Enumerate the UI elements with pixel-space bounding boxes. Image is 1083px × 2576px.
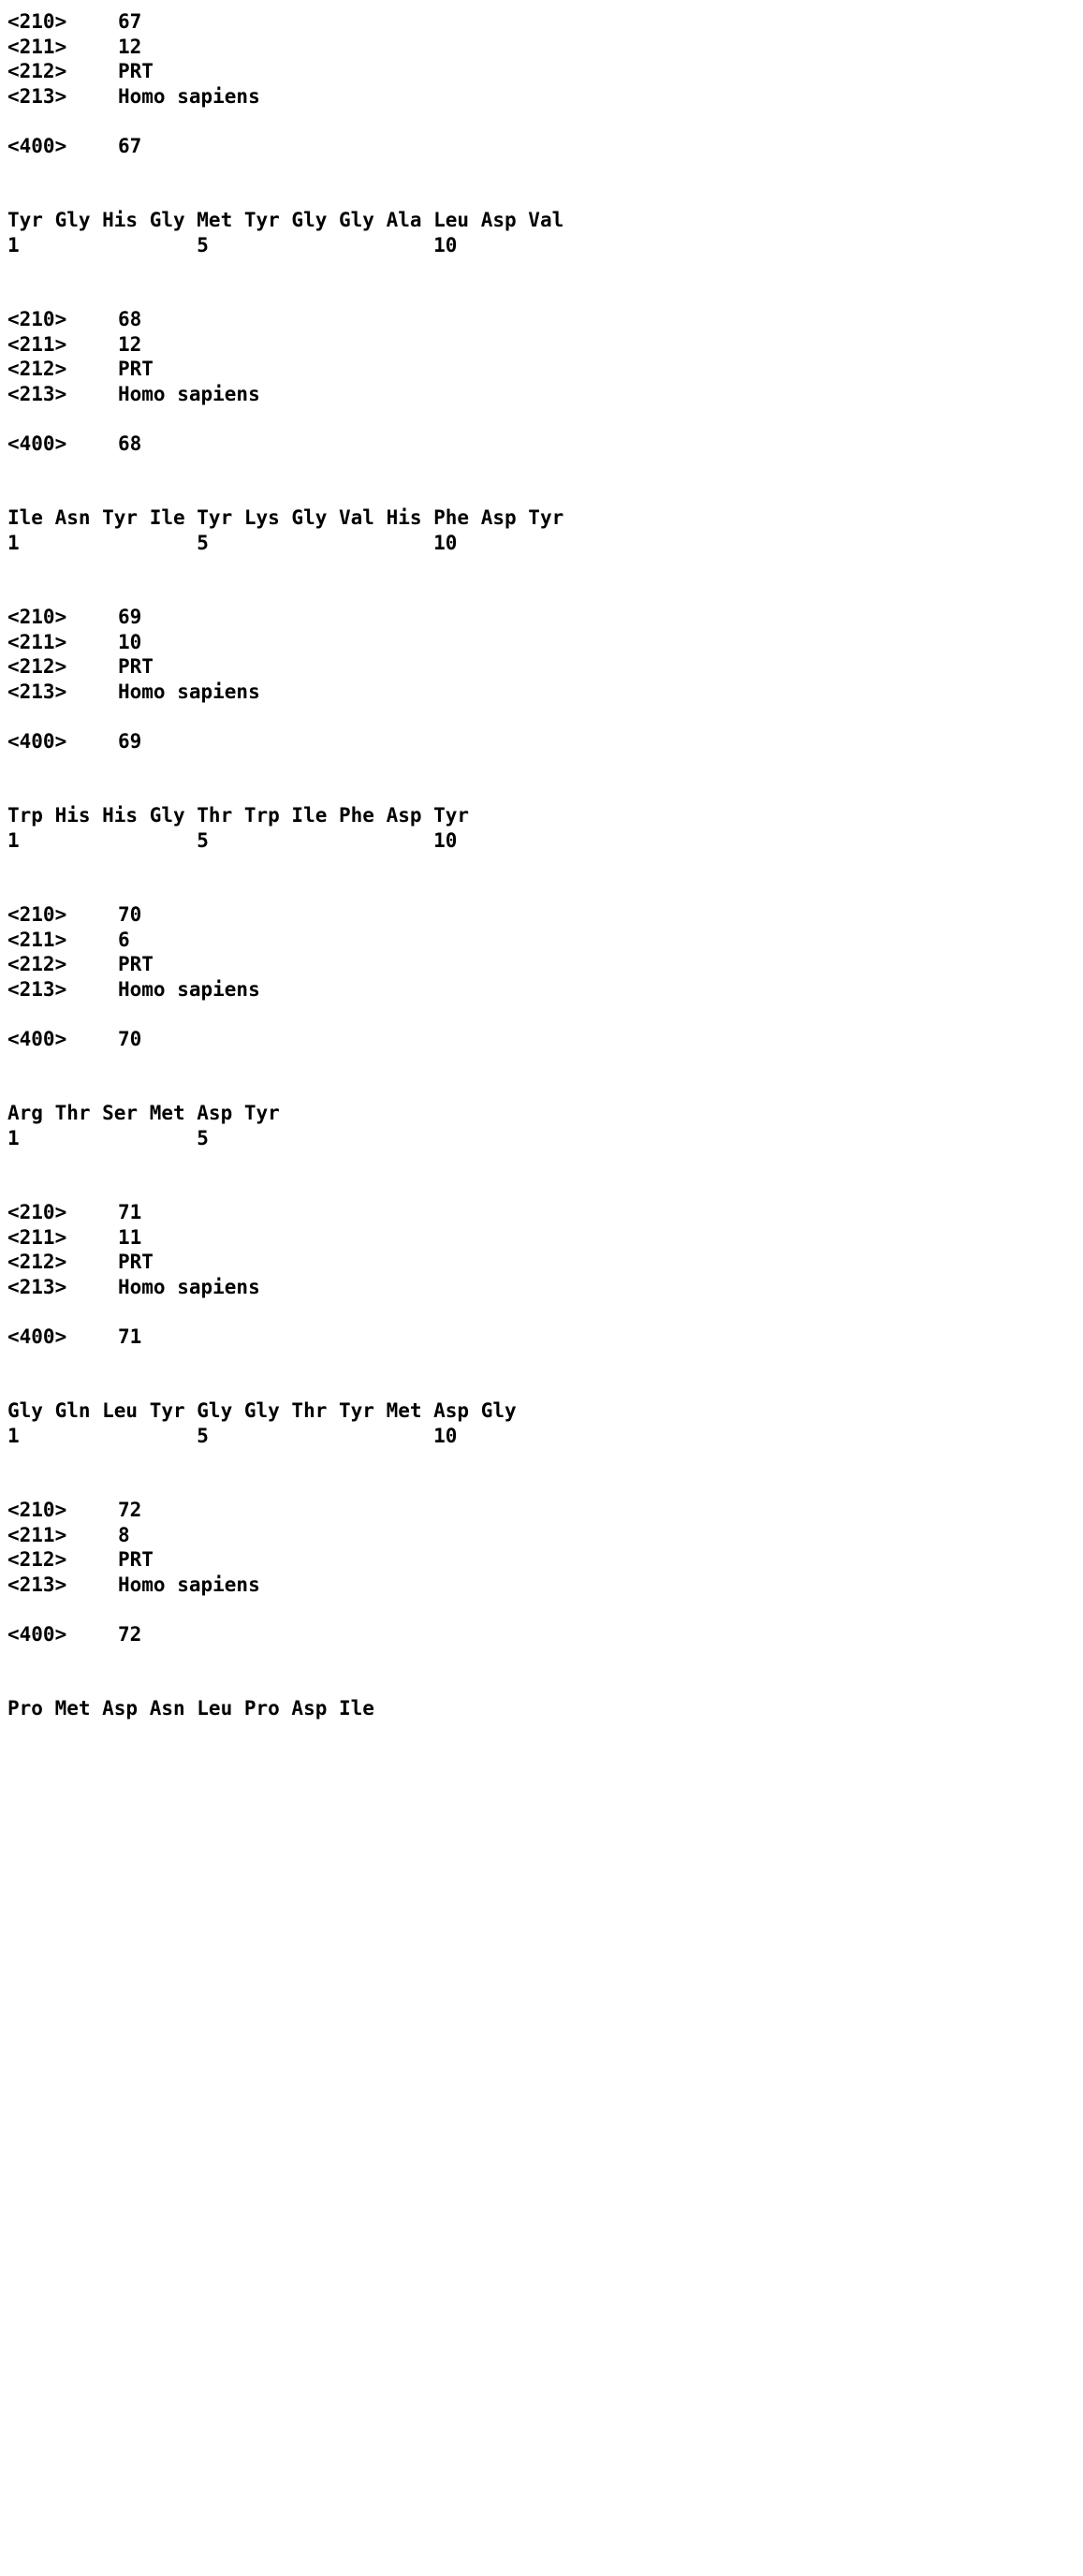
organism-tag: <213> <box>7 382 67 405</box>
type-tag: <212> <box>7 358 67 380</box>
blank-line <box>7 1647 1083 1672</box>
blank-line <box>7 406 1083 432</box>
sequence-value: 69 <box>118 729 142 753</box>
type-value: PRT <box>118 1548 154 1571</box>
entry-separator <box>7 257 1083 307</box>
blank-line <box>7 1374 1083 1399</box>
length-value: 12 <box>118 332 142 356</box>
length-value: 10 <box>118 630 142 653</box>
seq-id-line <box>7 9 1083 35</box>
entry-separator <box>7 555 1083 605</box>
sequence-value: 71 <box>118 1325 142 1348</box>
organism-tag: <213> <box>7 977 67 1001</box>
blank-line <box>7 1672 1083 1697</box>
blank-line <box>7 1299 1083 1325</box>
sequence-tag: <400> <box>7 432 67 455</box>
seq-id-tag: <210> <box>7 606 67 628</box>
seq-id-line <box>7 307 1083 332</box>
type-tag: <212> <box>7 1548 67 1571</box>
blank-line <box>7 456 1083 481</box>
sequence-tag: <400> <box>7 1622 67 1646</box>
length-tag: <211> <box>7 1523 67 1546</box>
organism-value: Homo sapiens <box>118 382 260 405</box>
sequence-line <box>7 1325 1083 1350</box>
length-line <box>7 1523 1083 1548</box>
seq-id-line <box>7 1498 1083 1523</box>
type-line <box>7 1250 1083 1275</box>
entry-separator <box>7 1448 1083 1498</box>
seq-id-line <box>7 605 1083 630</box>
organism-value: Homo sapiens <box>118 1573 260 1596</box>
sequence-entry <box>7 902 1083 1150</box>
blank-line <box>7 1002 1083 1027</box>
residue-numbering: 1 5 <box>7 1126 209 1149</box>
residue-line: Arg Thr Ser Met Asp Tyr <box>7 1102 280 1124</box>
sequence-value: 72 <box>118 1622 142 1646</box>
sequence-line <box>7 1622 1083 1647</box>
sequence-tag: <400> <box>7 729 67 753</box>
sequence-entry <box>7 9 1083 257</box>
sequence-line <box>7 729 1083 754</box>
sequence-value: 67 <box>118 134 142 157</box>
blank-line <box>7 1051 1083 1076</box>
sequence-line <box>7 432 1083 457</box>
blank-line <box>7 704 1083 729</box>
blank-line <box>7 183 1083 209</box>
length-tag: <211> <box>7 928 67 951</box>
seq-id-value: 72 <box>118 1499 142 1521</box>
type-line <box>7 1547 1083 1573</box>
length-line <box>7 630 1083 655</box>
blank-line <box>7 481 1083 506</box>
type-value: PRT <box>118 60 154 82</box>
blank-line <box>7 1076 1083 1102</box>
type-line <box>7 654 1083 680</box>
length-value: 8 <box>118 1523 130 1546</box>
organism-line <box>7 1573 1083 1598</box>
seq-id-value: 67 <box>118 10 142 33</box>
residue-line: Tyr Gly His Gly Met Tyr Gly Gly Ala Leu Asp Val <box>7 209 564 231</box>
type-tag: <212> <box>7 655 67 678</box>
sequence-entry <box>7 307 1083 555</box>
blank-line <box>7 109 1083 134</box>
seq-id-tag: <210> <box>7 10 67 33</box>
seq-id-tag: <210> <box>7 308 67 330</box>
length-line <box>7 1225 1083 1251</box>
sequence-value: 68 <box>118 432 142 455</box>
sequence-tag: <400> <box>7 134 67 157</box>
type-tag: <212> <box>7 1251 67 1273</box>
length-tag: <211> <box>7 630 67 653</box>
type-tag: <212> <box>7 60 67 82</box>
sequence-line <box>7 134 1083 159</box>
entry-separator <box>7 1150 1083 1200</box>
length-line <box>7 928 1083 953</box>
length-value: 11 <box>118 1225 142 1249</box>
length-tag: <211> <box>7 1225 67 1249</box>
organism-tag: <213> <box>7 1275 67 1298</box>
type-value: PRT <box>118 1251 154 1273</box>
organism-line <box>7 84 1083 110</box>
length-tag: <211> <box>7 35 67 58</box>
seq-id-value: 69 <box>118 606 142 628</box>
residue-numbering: 1 5 10 <box>7 233 458 256</box>
organism-value: Homo sapiens <box>118 84 260 108</box>
organism-line <box>7 977 1083 1003</box>
length-value: 12 <box>118 35 142 58</box>
blank-line <box>7 779 1083 804</box>
seq-id-tag: <210> <box>7 1499 67 1521</box>
organism-tag: <213> <box>7 84 67 108</box>
organism-line <box>7 680 1083 705</box>
seq-id-line <box>7 1200 1083 1225</box>
seq-id-tag: <210> <box>7 1201 67 1223</box>
residue-numbering: 1 5 10 <box>7 531 458 554</box>
residue-line: Gly Gln Leu Tyr Gly Gly Thr Tyr Met Asp Gly <box>7 1399 517 1422</box>
type-line <box>7 59 1083 84</box>
sequence-entry <box>7 605 1083 853</box>
residue-line: Pro Met Asp Asn Leu Pro Asp Ile <box>7 1697 374 1720</box>
sequence-value: 70 <box>118 1027 142 1050</box>
organism-tag: <213> <box>7 680 67 703</box>
length-line <box>7 332 1083 358</box>
entry-separator <box>7 853 1083 902</box>
organism-value: Homo sapiens <box>118 680 260 703</box>
blank-line <box>7 754 1083 779</box>
length-value: 6 <box>118 928 130 951</box>
type-value: PRT <box>118 655 154 678</box>
sequence-tag: <400> <box>7 1325 67 1348</box>
residue-line: Trp His His Gly Thr Trp Ile Phe Asp Tyr <box>7 804 470 827</box>
residue-numbering: 1 5 10 <box>7 1424 458 1447</box>
blank-line <box>7 158 1083 183</box>
seq-id-tag: <210> <box>7 903 67 926</box>
organism-value: Homo sapiens <box>118 1275 260 1298</box>
blank-line <box>7 1597 1083 1622</box>
type-tag: <212> <box>7 953 67 975</box>
length-tag: <211> <box>7 332 67 356</box>
sequence-line <box>7 1027 1083 1052</box>
organism-value: Homo sapiens <box>118 977 260 1001</box>
type-line <box>7 952 1083 977</box>
organism-line <box>7 1275 1083 1300</box>
seq-id-line <box>7 902 1083 928</box>
residue-line: Ile Asn Tyr Ile Tyr Lys Gly Val His Phe Asp Tyr <box>7 506 564 529</box>
type-value: PRT <box>118 358 154 380</box>
sequence-entry <box>7 1498 1083 1721</box>
seq-id-value: 71 <box>118 1201 142 1223</box>
organism-line <box>7 382 1083 407</box>
seq-id-value: 68 <box>118 308 142 330</box>
organism-tag: <213> <box>7 1573 67 1596</box>
blank-line <box>7 1349 1083 1374</box>
seq-id-value: 70 <box>118 903 142 926</box>
sequence-entry <box>7 1200 1083 1448</box>
sequence-tag: <400> <box>7 1027 67 1050</box>
type-value: PRT <box>118 953 154 975</box>
type-line <box>7 357 1083 382</box>
residue-numbering: 1 5 10 <box>7 828 458 852</box>
length-line <box>7 35 1083 60</box>
